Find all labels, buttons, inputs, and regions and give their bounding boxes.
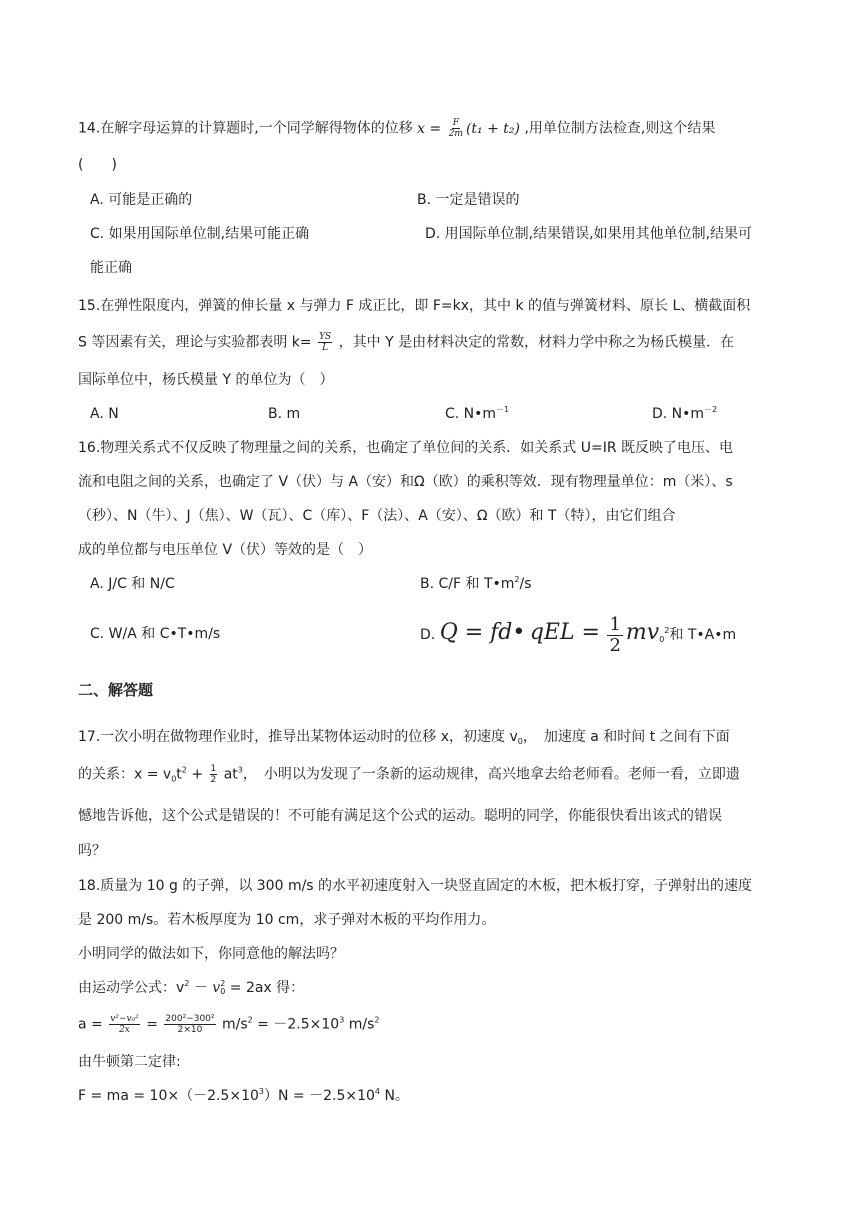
q18-line7 (78, 1086, 409, 1106)
q18-frac1 (109, 1014, 140, 1035)
q16-option-d-frac-den: 2 (609, 634, 621, 656)
q16-option-b-tail: /s (519, 576, 532, 592)
q18-line2: 是 200 m/s。若木板厚度为 10 cm，求子弹对木板的平均作用力。 (78, 912, 496, 928)
q16-option-c: C. W/A 和 C•T•m/s (90, 626, 221, 642)
q18-line7-end: N。 (380, 1088, 409, 1104)
q17-line1 (78, 727, 730, 747)
q16-option-d-frac-num: 1 (609, 613, 621, 635)
q14-option-c: C. 如果用国际单位制,结果可能正确 (90, 226, 310, 242)
q14-formula-fraction (448, 118, 464, 139)
q18-line5-a: a = (78, 1016, 103, 1033)
q18-frac2-den: 2×10 (177, 1025, 203, 1035)
q18-line7-sup2: 4 (374, 1087, 380, 1096)
section-2-title: 二、解答题 (78, 681, 154, 699)
q15-option-a: A. N (90, 406, 119, 422)
q17-line3: 憾地告诉他，这个公式是错误的！不可能有满足这个公式的运动。聪明的同学，你能很快看出该式的错误 (78, 808, 722, 824)
q15-option-c-exp: －1 (496, 405, 510, 414)
q14-stem-start: 14.在解字母运算的计算题时,一个同学解得物体的位移 (78, 120, 413, 137)
q14-frac-den: 2m (448, 129, 463, 139)
q17-line1-start: 17.一次小明在做物理作业时，推导出某物体运动时的位移 x，初速度 v (78, 729, 518, 745)
q17-line1-end: ， 加速度 a 和时间 t 之间有下面 (522, 729, 730, 745)
q18-line7-start: F = ma = 10×（－2.5×10 (78, 1088, 259, 1104)
q18-line3: 小明同学的做法如下，你同意他的解法吗？ (78, 946, 344, 962)
q18-frac2 (164, 1014, 215, 1035)
q18-line7-mid: ）N = －2.5×10 (263, 1088, 375, 1104)
q17-line1-sub: 0 (517, 737, 523, 746)
q18-line5-res-unit: m/s (344, 1016, 375, 1033)
q17-fraction (210, 764, 218, 785)
q14-option-d: D. 用国际单位制,结果错误,如果用其他单位制,结果可 (425, 226, 753, 242)
q17-frac-den: 2 (210, 775, 217, 785)
q17-line2-start: 的关系：x = v (78, 766, 172, 783)
q16-option-d (420, 610, 736, 658)
q18-line5-res-unit-sup: 2 (374, 1015, 380, 1025)
q17-line2-sup: 2 (181, 765, 187, 775)
q18-frac1-num: v²−v₀² (110, 1014, 139, 1024)
q16-line1: 16.物理关系式不仅反映了物理量之间的关系，也确定了单位间的关系．如关系式 U=IR 既反映了电压、电 (78, 440, 733, 456)
q18-line5-unit: m/s (221, 1016, 248, 1033)
q18-frac1-den: 2x (119, 1025, 130, 1035)
q18-frac2-num: 200²−300² (165, 1014, 215, 1024)
q15-line2 (78, 332, 734, 353)
q15-line1: 15.在弹性限度内，弹簧的伸长量 x 与弹力 F 成正比，即 F=kx，其中 k 的值与弹簧材料、原长 L、横截面积 (78, 298, 751, 314)
q16-option-d-tail: 和 T•A•m (669, 627, 737, 643)
q16-option-d-sub: 0 (659, 635, 665, 644)
q15-k-den: L (322, 343, 329, 353)
q18-line7-sup: 3 (258, 1087, 264, 1096)
q15-line2-end: ，其中 Y 是由材料决定的常数，材料力学中称之为杨氏模量．在 (338, 334, 735, 351)
q16-option-a: A. J/C 和 N/C (90, 576, 175, 592)
q15-line3: 国际单位中，杨氏模量 Y 的单位为（ ） (78, 372, 334, 388)
q14-paren: ( ) (78, 157, 117, 173)
q15-option-d-exp: －2 (704, 405, 718, 414)
q18-line4-start: 由运动学公式：v (78, 980, 185, 996)
q16-option-d-sup: 2 (664, 626, 670, 635)
q17-line2 (78, 764, 740, 785)
q18-line5-eq: = (146, 1016, 158, 1033)
q16-option-d-label: D. (420, 627, 436, 643)
q14-formula-lhs: x = (417, 120, 442, 137)
q14-frac-num: F (452, 118, 459, 128)
q15-k-num: YS (319, 332, 332, 342)
q15-k-fraction (318, 332, 332, 353)
q17-line2-end: ， 小明以为发现了一条新的运动规律，高兴地拿去给老师看。老师一看，立即遗 (242, 766, 740, 783)
q16-option-b-exp: 2 (514, 575, 520, 584)
q18-line4-end: = 2ax 得： (225, 980, 305, 996)
q18-line4-v0-sup: 2 (220, 979, 226, 988)
q16-option-d-fraction (607, 615, 622, 656)
q16-option-d-formula3: mv (625, 620, 660, 645)
q14-option-b: B. 一定是错误的 (417, 192, 520, 208)
q16-option-d-formula1: Q = fd• (439, 620, 526, 645)
q18-line4-v0: v (212, 980, 221, 996)
q15-option-c-base: C. N•m (445, 406, 497, 422)
q18-line5-res-sup: 3 (339, 1015, 345, 1025)
q18-line4-minus: － (189, 980, 208, 996)
q18-line4-v0-sub: 0 (220, 987, 226, 996)
q15-option-d (652, 404, 717, 424)
q14-option-d-cont: 能正确 (90, 260, 132, 276)
q16-line4: 成的单位都与电压单位 V（伏）等效的是（ ） (78, 542, 373, 558)
q16-option-d-formula2: qEL = (529, 620, 600, 645)
q17-frac-num: 1 (210, 764, 217, 774)
q18-line6: 由牛顿第二定律: (78, 1054, 181, 1070)
q18-line5-unit-sup: 2 (247, 1015, 253, 1025)
q17-line2-plus: + (186, 766, 204, 783)
q17-line2-sup2: 3 (237, 765, 243, 775)
q18-line5-res: = －2.5×10 (252, 1016, 340, 1033)
q14-stem (78, 118, 715, 139)
q17-line2-at: at (219, 766, 238, 783)
q17-line2-mid: t (176, 766, 182, 783)
q18-line4 (78, 978, 304, 998)
q18-line5 (78, 1014, 379, 1035)
q14-formula-rest: (t₁ + t₂) (465, 120, 520, 137)
q15-option-d-base: D. N•m (652, 406, 705, 422)
q17-line4: 吗？ (78, 843, 106, 859)
q14-formula (417, 118, 524, 139)
q16-line2: 流和电阻之间的关系，也确定了 V（伏）与 A（安）和Ω（欧）的乘积等效．现有物理量单位：m（米）、s (78, 474, 733, 490)
q16-option-b (420, 574, 532, 594)
q14-option-a: A. 可能是正确的 (90, 192, 193, 208)
q14-stem-end: ,用单位制方法检查,则这个结果 (524, 120, 716, 137)
q15-option-b: B. m (268, 406, 301, 422)
q15-option-c (445, 404, 509, 424)
q16-line3: （秒）、N（牛）、J（焦）、W（瓦）、C（库）、F（法）、A（安）、Ω（欧）和 T（特），由它们组合 (78, 508, 676, 524)
q15-line2-start: S 等因素有关，理论与实验都表明 k= (78, 334, 312, 351)
q16-option-b-base: B. C/F 和 T•m (420, 576, 515, 592)
q18-line4-sup: 2 (184, 979, 190, 988)
q18-line1: 18.质量为 10 g 的子弹，以 300 m/s 的水平初速度射入一块竖直固定的木板，把木板打穿，子弹射出的速度 (78, 878, 753, 894)
q17-line2-sub: 0 (171, 774, 177, 784)
